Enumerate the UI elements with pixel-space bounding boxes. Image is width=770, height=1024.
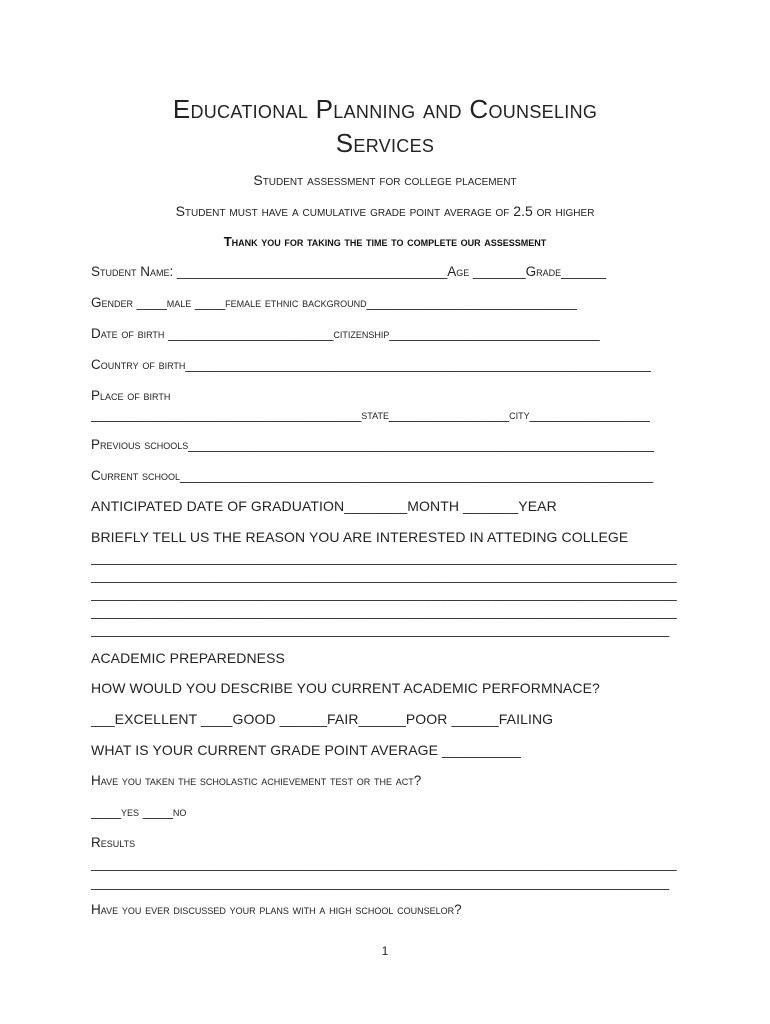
reason-answer-line[interactable]: _____________________________________________________________________________	[91, 622, 670, 637]
previous-schools-field[interactable]: Previous schools______________________________________________________________	[91, 437, 654, 452]
performance-options[interactable]: ___EXCELLENT ____GOOD ______FAIR______POOR ______FAILING	[91, 711, 554, 727]
current-school-field[interactable]: Current school_______________________________________________________________	[91, 468, 654, 483]
reason-answer-line[interactable]: ______________________________________________________________________________	[91, 568, 677, 583]
date-of-birth-field[interactable]: Date of birth ______________________citizenship____________________________	[91, 326, 600, 341]
graduation-date-field[interactable]: ANTICIPATED DATE OF GRADUATION________MONTH _______YEAR	[91, 498, 557, 514]
reason-answer-line[interactable]: ______________________________________________________________________________	[91, 604, 677, 619]
document-subtitle: Student assessment for college placement	[253, 172, 517, 188]
student-name-field[interactable]: Student Name: ____________________________________Age _______Grade______	[91, 264, 607, 279]
country-of-birth-field[interactable]: Country of birth______________________________________________________________	[91, 357, 651, 372]
gpa-field[interactable]: WHAT IS YOUR CURRENT GRADE POINT AVERAGE __________	[91, 742, 521, 758]
test-question: Have you taken the scholastic achievement test or the act?	[91, 773, 422, 788]
document-title-line-1: Educational Planning and Counseling	[172, 94, 598, 124]
results-answer-line[interactable]: ______________________________________________________________________________	[91, 856, 677, 871]
reason-prompt: BRIEFLY TELL US THE REASON YOU ARE INTERESTED IN ATTEDING COLLEGE	[91, 529, 629, 545]
results-label: Results	[91, 835, 136, 850]
place-of-birth-label: Place of birth	[91, 388, 171, 403]
academic-preparedness-heading: ACADEMIC PREPAREDNESS	[91, 650, 285, 666]
document-title-line-2: Services	[335, 128, 435, 158]
counselor-question: Have you ever discussed your plans with a high school counselor?	[91, 902, 462, 917]
thank-you-note: Thank you for taking the time to complete our assessment	[223, 234, 547, 249]
reason-answer-line[interactable]: ______________________________________________________________________________	[91, 586, 677, 601]
reason-answer-line[interactable]: ______________________________________________________________________________	[91, 550, 677, 565]
performance-question: HOW WOULD YOU DESCRIBE YOU CURRENT ACADEMIC PERFORMNACE?	[91, 680, 600, 696]
test-options[interactable]: ____yes ____no	[91, 804, 187, 819]
place-of-birth-field[interactable]: ____________________________________state________________city________________	[91, 407, 650, 422]
page-number: 1	[381, 944, 389, 958]
results-answer-line[interactable]: _____________________________________________________________________________	[91, 875, 670, 890]
gender-field[interactable]: Gender ____male ____female ethnic background____________________________	[91, 295, 577, 310]
gpa-requirement: Student must have a cumulative grade point average of 2.5 or higher	[175, 203, 595, 219]
